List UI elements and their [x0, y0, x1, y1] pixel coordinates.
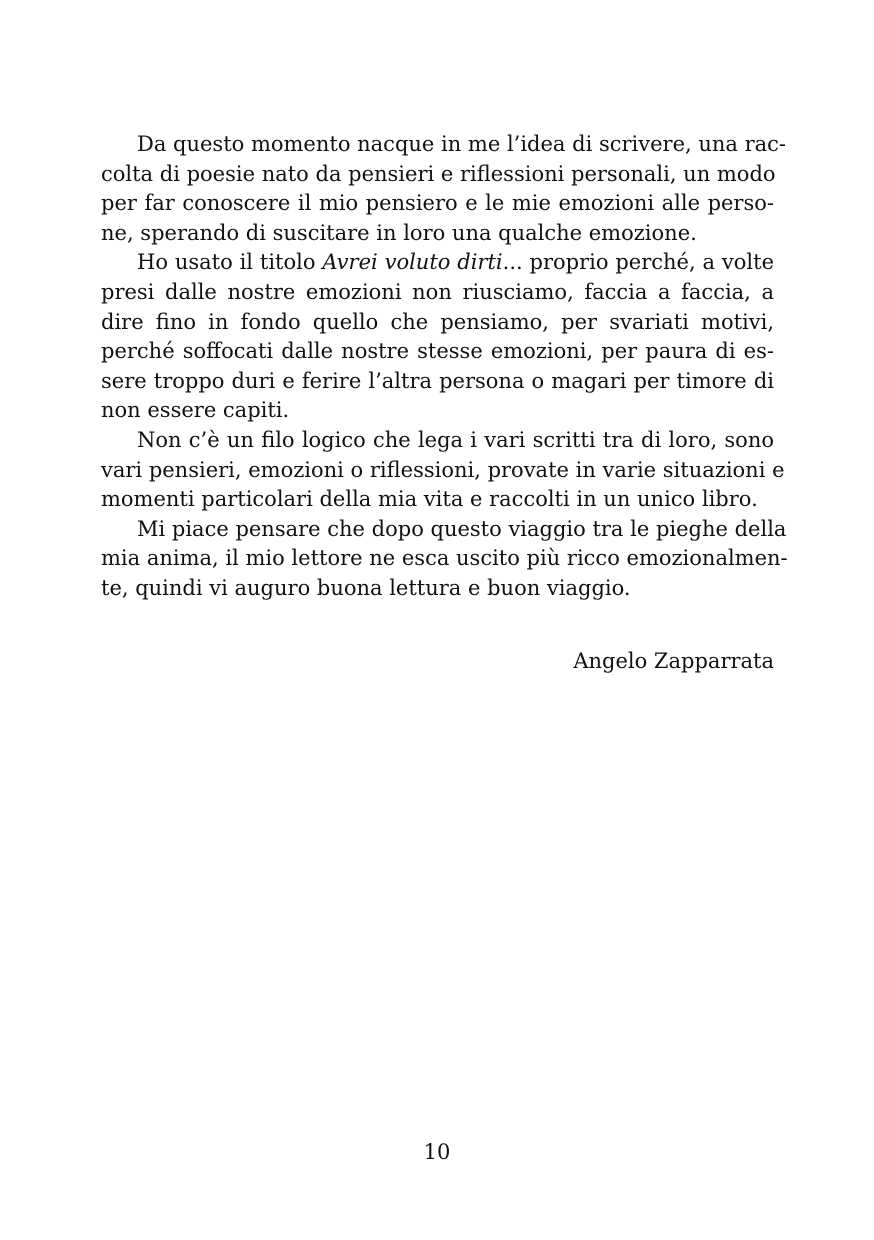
book-title: Avrei voluto dirti: [322, 250, 503, 275]
text-line: per far conoscere il mio pensiero e le mie emozioni alle perso-: [101, 191, 774, 216]
text-fragment: ... proprio perché, a volte: [502, 250, 774, 275]
text-line: ne, sperando di suscitare in loro una qualche emozione.: [101, 220, 697, 245]
text-line: Mi piace pensare che dopo questo viaggio tra le pieghe della: [137, 516, 787, 541]
page-number: 10: [423, 1140, 451, 1164]
text-line: mia anima, il mio lettore ne esca uscito più ricco emozionalmen-: [101, 546, 788, 571]
text-line: Da questo momento nacque in me l’idea di scrivere, una rac-: [137, 132, 787, 156]
paragraph-2: [101, 248, 774, 426]
paragraph-4: [101, 515, 788, 604]
paragraph-3: [101, 426, 785, 515]
text-line: perché soffocati dalle nostre stesse emozioni, per paura di es-: [101, 339, 774, 364]
text-line: colta di poesie nato da pensieri e riflessioni personali, un modo: [101, 161, 776, 186]
text-line: Non c’è un filo logico che lega i vari scritti tra di loro, sono: [137, 427, 774, 452]
text-line: momenti particolari della mia vita e raccolti in un unico libro.: [101, 487, 758, 512]
text-line: dire fino in fondo quello che pensiamo, per svariati motivi,: [101, 309, 774, 334]
author-signature: Angelo Zapparrata: [573, 649, 774, 673]
text-line: te, quindi vi auguro buona lettura e buon viaggio.: [101, 575, 631, 600]
paragraph-1: [101, 130, 787, 248]
text-line: sere troppo duri e ferire l’altra persona o magari per timore di: [101, 368, 774, 393]
body-text: [101, 130, 788, 604]
text-line: presi dalle nostre emozioni non riusciamo, faccia a faccia, a: [101, 279, 774, 304]
text-line: vari pensieri, emozioni o riflessioni, provate in varie situazioni e: [101, 457, 785, 482]
text-line: non essere capiti.: [101, 398, 290, 423]
text-fragment: Ho usato il titolo: [137, 250, 323, 275]
text-line: [101, 248, 774, 278]
